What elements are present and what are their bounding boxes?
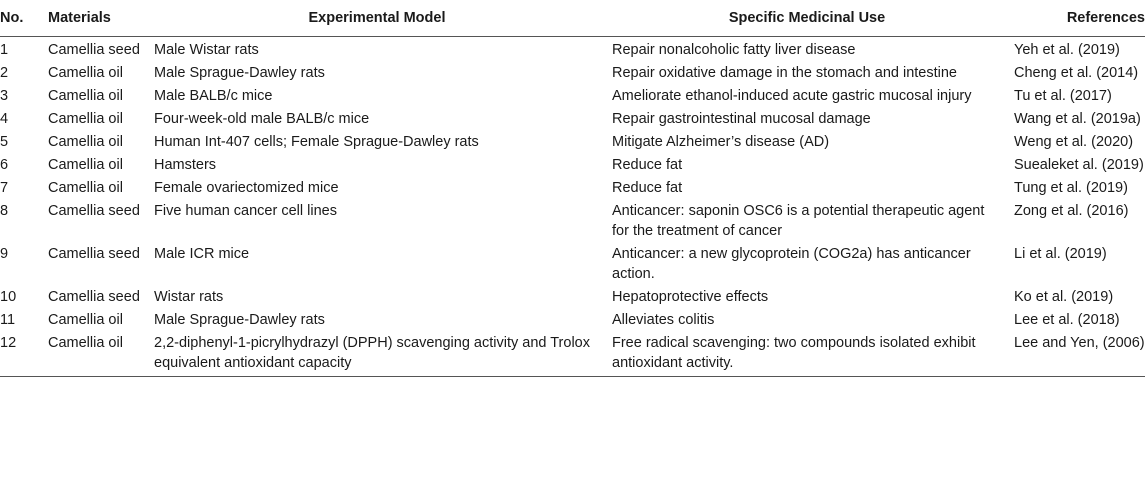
header-references: References: [1008, 0, 1145, 37]
cell-experimental-model: Female ovariectomized mice: [154, 180, 339, 196]
table-row: [0, 129, 1145, 152]
cell-experimental-model: Five human cancer cell lines: [154, 203, 337, 219]
cell-materials: Camellia oil: [42, 330, 148, 377]
table-row: [0, 284, 1145, 307]
cell-no: 9: [0, 246, 9, 262]
cell-experimental-model: 2,2-diphenyl-1-picrylhydrazyl (DPPH) scavenging activity and Trolox equivalent antioxidant capacity: [148, 330, 606, 377]
cell-references: Suealeket al. (2019): [1014, 157, 1144, 173]
cell-no: 12: [0, 330, 42, 377]
table-row: [0, 241, 1145, 284]
cell-materials: Camellia oil: [48, 312, 123, 328]
cell-materials: Camellia seed: [48, 289, 140, 305]
cell-no: 3: [0, 88, 9, 104]
cell-specific-medicinal-use: Reduce fat: [612, 157, 683, 173]
cell-specific-medicinal-use: Anticancer: saponin OSC6 is a potential therapeutic agent for the treatment of cancer: [612, 203, 985, 239]
cell-materials: Camellia seed: [48, 203, 140, 219]
cell-specific-medicinal-use: Hepatoprotective effects: [612, 289, 769, 305]
cell-no: 6: [0, 157, 9, 173]
cell-specific-medicinal-use: Repair oxidative damage in the stomach and intestine: [612, 65, 957, 81]
table-row: [0, 37, 1145, 61]
cell-experimental-model: Male Wistar rats: [154, 42, 259, 58]
cell-references: Lee and Yen, (2006): [1008, 330, 1145, 377]
cell-materials: Camellia oil: [48, 180, 123, 196]
cell-no: 5: [0, 134, 9, 150]
cell-specific-medicinal-use: Anticancer: a new glycoprotein (COG2a) has anticancer action.: [612, 246, 971, 282]
table-row: [0, 106, 1145, 129]
cell-specific-medicinal-use: Reduce fat: [612, 180, 683, 196]
cell-experimental-model: Male Sprague-Dawley rats: [154, 312, 325, 328]
table-header: [0, 0, 1145, 37]
cell-references: Li et al. (2019): [1014, 246, 1107, 262]
cell-no: 10: [0, 289, 17, 305]
table-body: [0, 37, 1145, 377]
cell-no: 7: [0, 180, 9, 196]
cell-specific-medicinal-use: Repair gastrointestinal mucosal damage: [612, 111, 871, 127]
cell-materials: Camellia oil: [48, 88, 123, 104]
cell-references: Wang et al. (2019a): [1014, 111, 1141, 127]
cell-materials: Camellia oil: [48, 157, 123, 173]
cell-references: Zong et al. (2016): [1014, 203, 1129, 219]
cell-experimental-model: Four-week-old male BALB/c mice: [154, 111, 370, 127]
cell-specific-medicinal-use: Alleviates colitis: [612, 312, 715, 328]
cell-experimental-model: Male BALB/c mice: [154, 88, 273, 104]
cell-specific-medicinal-use: Mitigate Alzheimer’s disease (AD): [612, 134, 830, 150]
cell-experimental-model: Human Int-407 cells; Female Sprague-Dawley rats: [154, 134, 479, 150]
table-row: [0, 307, 1145, 330]
cell-materials: Camellia oil: [48, 65, 123, 81]
cell-experimental-model: Male Sprague-Dawley rats: [154, 65, 325, 81]
cell-no: 1: [0, 42, 9, 58]
cell-no: 4: [0, 111, 9, 127]
header-materials: Materials: [42, 0, 148, 37]
cell-references: Yeh et al. (2019): [1014, 42, 1120, 58]
cell-specific-medicinal-use: Ameliorate ethanol-induced acute gastric mucosal injury: [612, 88, 972, 104]
cell-references: Lee et al. (2018): [1014, 312, 1120, 328]
cell-references: Tu et al. (2017): [1014, 88, 1112, 104]
table-row: [0, 330, 1145, 377]
cell-materials: Camellia oil: [48, 111, 123, 127]
cell-materials: Camellia oil: [48, 134, 123, 150]
cell-no: 8: [0, 203, 9, 219]
cell-experimental-model: Male ICR mice: [154, 246, 250, 262]
cell-no: 2: [0, 65, 9, 81]
cell-specific-medicinal-use: Free radical scavenging: two compounds isolated exhibit antioxidant activity.: [606, 330, 1008, 377]
header-row: [0, 0, 1145, 37]
table-row: [0, 152, 1145, 175]
cell-no: 11: [0, 312, 16, 328]
header-experimental-model: Experimental Model: [148, 0, 606, 37]
cell-experimental-model: Wistar rats: [154, 289, 224, 305]
cell-references: Weng et al. (2020): [1014, 134, 1134, 150]
header-specific-medicinal-use: Specific Medicinal Use: [606, 0, 1008, 37]
cell-materials: Camellia seed: [48, 42, 140, 58]
cell-references: Tung et al. (2019): [1014, 180, 1128, 196]
cell-references: Ko et al. (2019): [1014, 289, 1114, 305]
table-row: [0, 198, 1145, 241]
table-row: [0, 175, 1145, 198]
cell-references: Cheng et al. (2014): [1014, 65, 1139, 81]
cell-materials: Camellia seed: [48, 246, 140, 262]
table-row: [0, 60, 1145, 83]
header-no: No.: [0, 0, 42, 37]
cell-specific-medicinal-use: Repair nonalcoholic fatty liver disease: [612, 42, 856, 58]
cell-experimental-model: Hamsters: [154, 157, 217, 173]
table-row: [0, 83, 1145, 106]
